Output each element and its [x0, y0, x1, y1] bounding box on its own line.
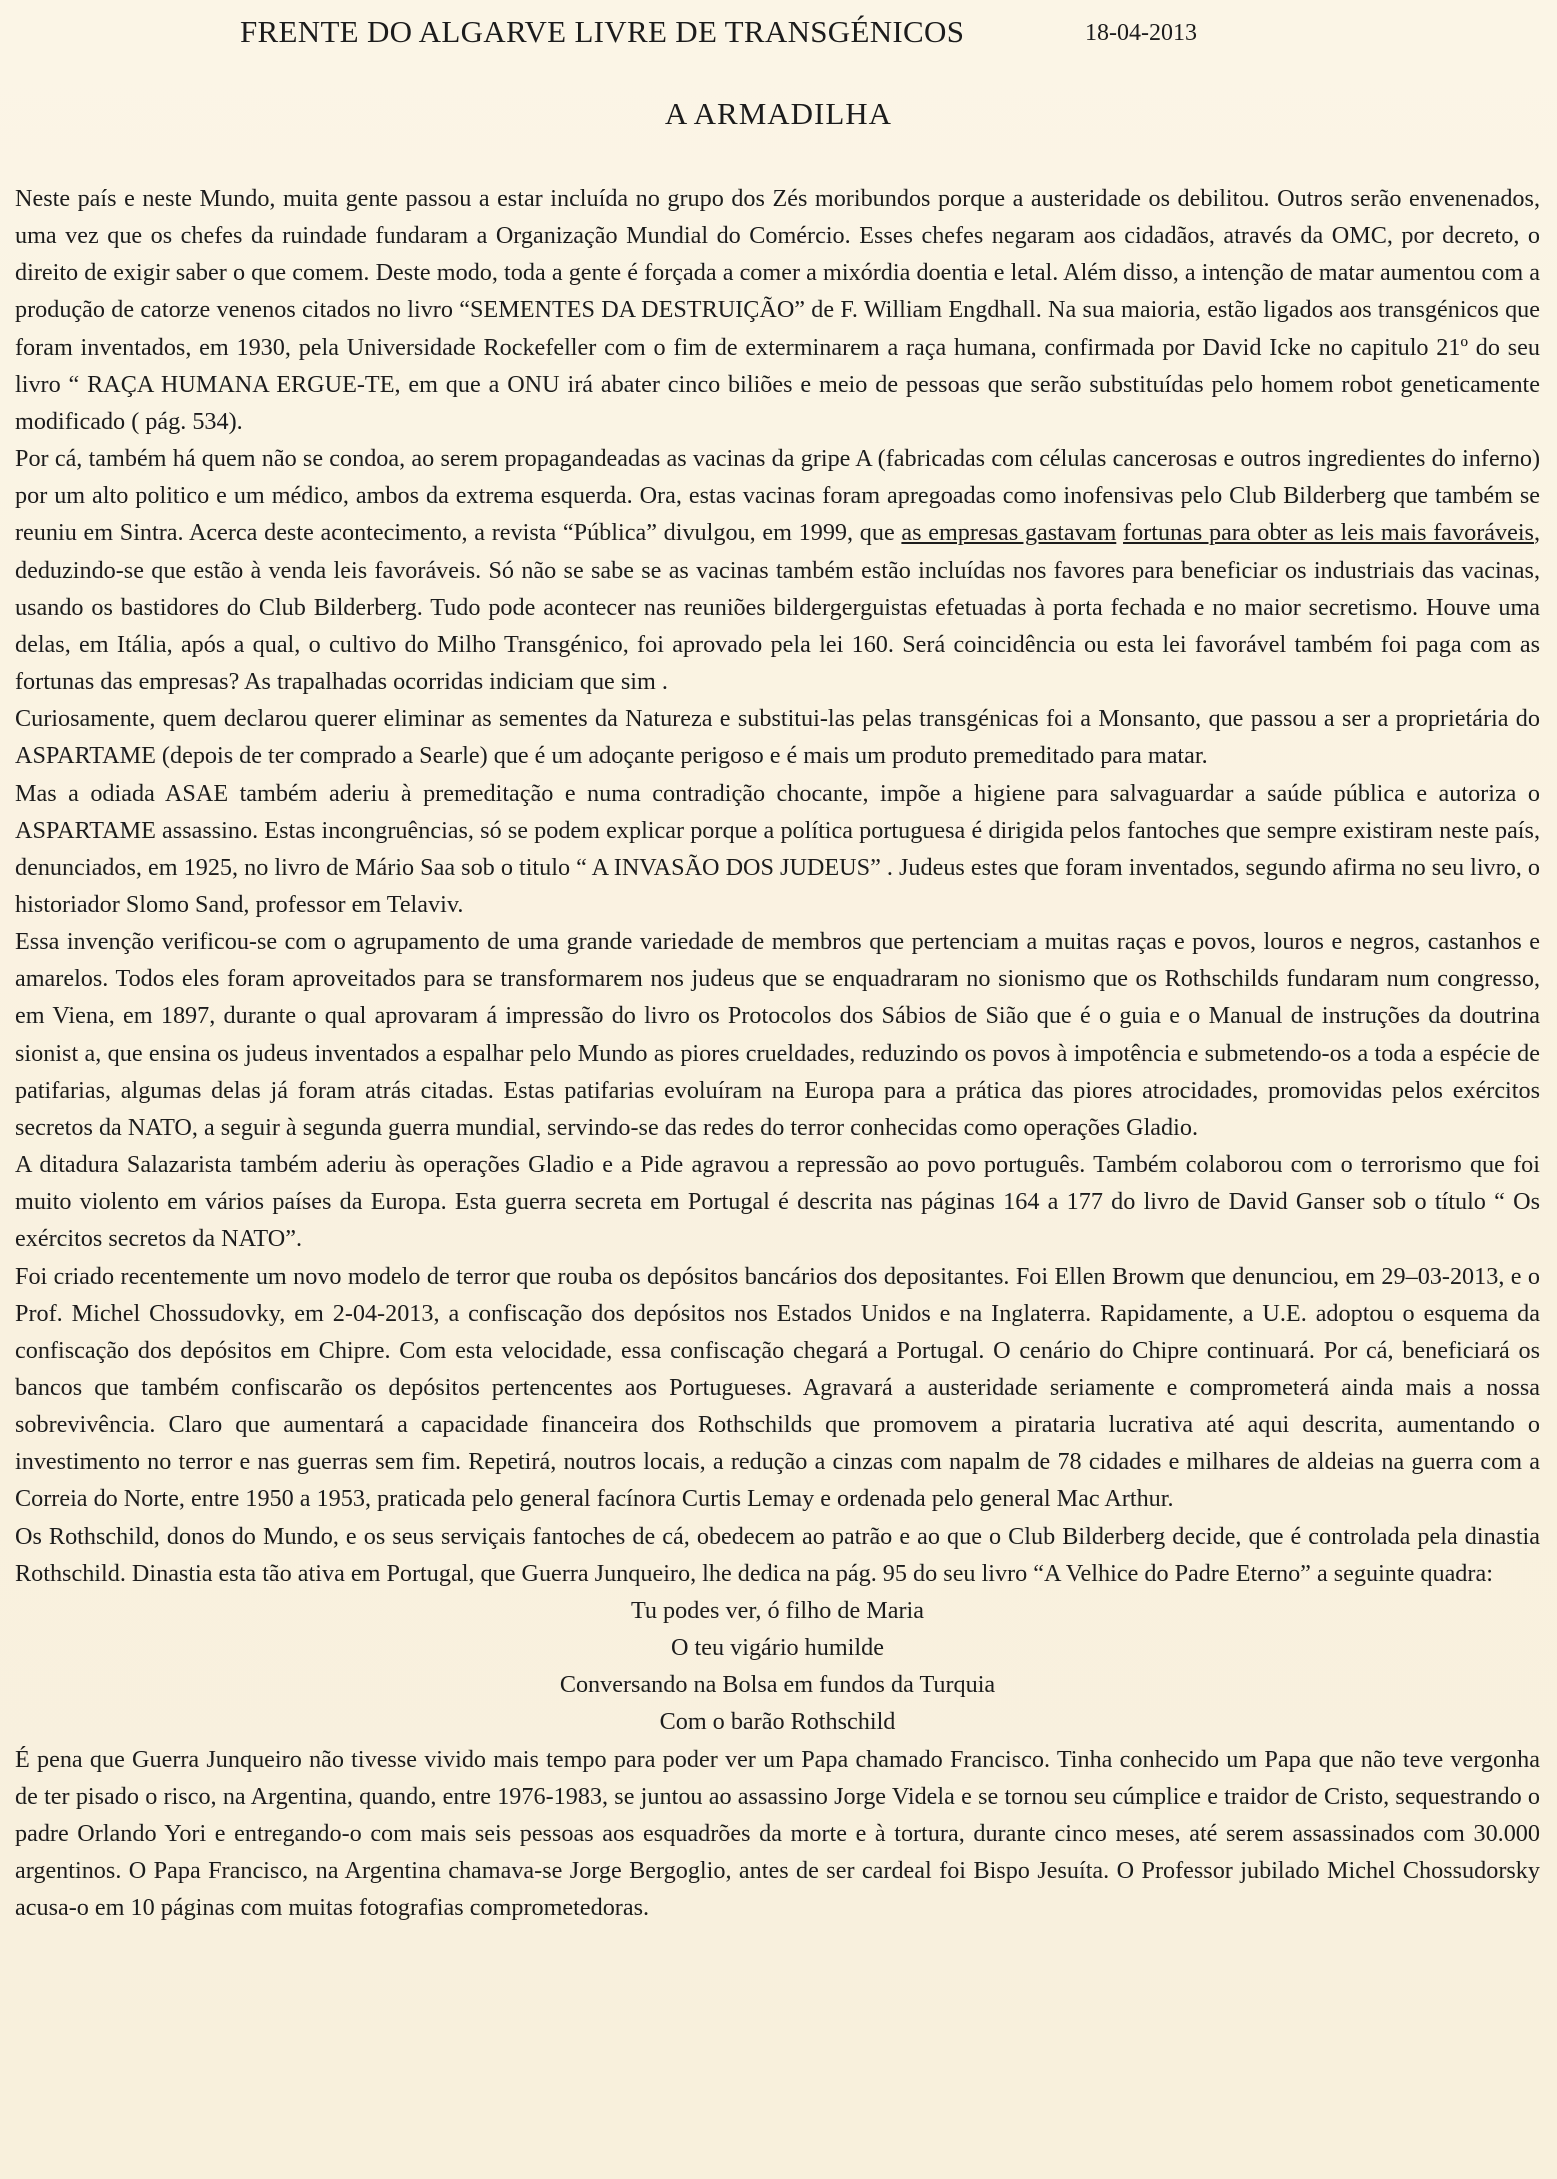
paragraph-2	[15, 440, 1540, 700]
poem-line: Tu podes ver, ó filho de Maria	[630, 1596, 925, 1624]
document-header	[0, 14, 1557, 54]
paragraph-8: Os Rothschild, donos do Mundo, e os seus serviçais fantoches de cá, obedecem ao patrão e ao que o Club Bilderberg decide, que é controlada pela dinastia Rothschild. Dinastia esta tão ativa em Portugal, que Guerra Junqueiro, lhe dedica na pág. 95 do seu livro “A Velhice do Padre Eterno” a seguinte quadra:	[15, 1522, 1540, 1587]
poem-line: Com o barão Rothschild	[659, 1708, 896, 1736]
paragraph-2-text-start: Por cá, também há quem não se condoa, ao serem propagandeadas as vacinas da gripe A (fabricadas com células cancerosas e outros ingredientes do inferno) por um alto politico e um médico, ambos da extrema esquerda. Ora, estas vacinas foram apregoadas como inofensivas pelo Club Bilderberg que também se reuniu em Sintra. Acerca deste acontecimento, a revista “Pública” divulgou, em 1999, que	[15, 445, 1540, 547]
paragraph-2-text-end: , deduzindo-se que estão à venda leis favoráveis. Só não se sabe se as vacinas também estão incluídas nos favores para beneficiar os industriais das vacinas, usando os bastidores do Club Bilderberg. Tudo pode acontecer nas reuniões bildergerguistas efetuadas à porta fechada e no maior secretismo. Houve uma delas, em Itália, após a qual, o cultivo do Milho Transgénico, foi aprovado pela lei 160. Será coincidência ou esta lei favorável também foi paga com as fortunas das empresas? As trapalhadas ocorridas indiciam que sim .	[15, 519, 1541, 696]
document-date: 18-04-2013	[1085, 20, 1197, 46]
underlined-phrase-1: as empresas gastavam	[901, 519, 1117, 547]
paragraph-9: É pena que Guerra Junqueiro não tivesse vivido mais tempo para poder ver um Papa chamado Francisco. Tinha conhecido um Papa que não teve vergonha de ter pisado o risco, na Argentina, quando, entre 1976-1983, se juntou ao assassino Jorge Videla e se tornou seu cúmplice e traidor de Cristo, sequestrando o padre Orlando Yori e entregando-o com mais seis pessoas aos esquadrões da morte e à tortura, durante cinco meses, até serem assassinados com 30.000 argentinos. O Papa Francisco, na Argentina chamava-se Jorge Bergoglio, antes de ser cardeal foi Bispo Jesuíta. O Professor jubilado Michel Chossudorsky acusa-o em 10 páginas com muitas fotografias comprometedoras.	[15, 1745, 1540, 1922]
paragraph-6: A ditadura Salazarista também aderiu às operações Gladio e a Pide agravou a repressão ao povo português. Também colaborou com o terrorismo que foi muito violento em vários países da Europa. Esta guerra secreta em Portugal é descrita nas páginas 164 a 177 do livro de David Ganser sob o título “ Os exércitos secretos da NATO”.	[15, 1151, 1540, 1253]
paragraph-4: Mas a odiada ASAE também aderiu à premeditação e numa contradição chocante, impõe a higiene para salvaguardar a saúde pública e autoriza o ASPARTAME assassino. Estas incongruências, só se podem explicar porque a política portuguesa é dirigida pelos fantoches que sempre existiram neste país, denunciados, em 1925, no livro de Mário Saa sob o titulo “ A INVASÃO DOS JUDEUS” . Judeus estes que foram inventados, segundo afirma no seu livro, o historiador Slomo Sand, professor em Telaviv.	[15, 779, 1540, 918]
paragraph-1: Neste país e neste Mundo, muita gente passou a estar incluída no grupo dos Zés moribundos porque a austeridade os debilitou. Outros serão envenenados, uma vez que os chefes da ruindade fundaram a Organização Mundial do Comércio. Esses chefes negaram aos cidadãos, através da OMC, por decreto, o direito de exigir saber o que comem. Deste modo, toda a gente é forçada a comer a mixórdia doentia e letal. Além disso, a intenção de matar aumentou com a produção de catorze venenos citados no livro “SEMENTES DA DESTRUIÇÃO” de F. William Engdhall. Na sua maioria, estão ligados aos transgénicos que foram inventados, em 1930, pela Universidade Rockefeller com o fim de exterminarem a raça humana, confirmada por David Icke no capitulo 21º do seu livro “ RAÇA HUMANA ERGUE-TE, em que a ONU irá abater cinco biliões e meio de pessoas que serão substituídas pelo homem robot geneticamente modificado ( pág. 534).	[15, 185, 1540, 435]
underlined-phrase-2: fortunas para obter as leis mais favoráveis	[1123, 519, 1534, 547]
document-title: A ARMADILHA	[664, 96, 893, 131]
poem-line: Conversando na Bolsa em fundos da Turquia	[559, 1671, 996, 1699]
paragraph-5: Essa invenção verificou-se com o agrupamento de uma grande variedade de membros que pertenciam a muitas raças e povos, louros e negros, castanhos e amarelos. Todos eles foram aproveitados para se transformarem nos judeus que se enquadraram no sionismo que os Rothschilds fundaram num congresso, em Viena, em 1897, durante o qual aprovaram á impressão do livro os Protocolos dos Sábios de Sião que é o guia e o Manual de instruções da doutrina sionist a, que ensina os judeus inventados a espalhar pelo Mundo as piores crueldades, reduzindo os povos à impotência e submetendo-os a toda a espécie de patifarias, algumas delas já foram atrás citadas. Estas patifarias evoluíram na Europa para a prática das piores atrocidades, promovidas pelos exércitos secretos da NATO, a seguir à segunda guerra mundial, servindo-se das redes do terror conhecidas como operações Gladio.	[15, 928, 1540, 1141]
organization-name: FRENTE DO ALGARVE LIVRE DE TRANSGÉNICOS	[240, 14, 965, 49]
paragraph-7: Foi criado recentemente um novo modelo de terror que rouba os depósitos bancários dos depositantes. Foi Ellen Browm que denunciou, em 29–03-2013, e o Prof. Michel Chossudovky, em 2-04-2013, a confiscação dos depósitos nos Estados Unidos e na Inglaterra. Rapidamente, a U.E. adoptou o esquema da confiscação dos depósitos em Chipre. Com esta velocidade, essa confiscação chegará a Portugal. O cenário do Chipre continuará. Por cá, beneficiará os bancos que também confiscarão os depósitos pertencentes aos Portugueses. Agravará a austeridade seriamente e comprometerá ainda mais a nossa sobrevivência. Claro que aumentará a capacidade financeira dos Rothschilds que promovem a pirataria lucrativa até aqui descrita, aumentando o investimento no terror e nas guerras sem fim. Repetirá, noutros locais, a redução a cinzas com napalm de 78 cidades e milhares de aldeias na guerra com a Correia do Norte, entre 1950 a 1953, praticada pelo general facínora Curtis Lemay e ordenada pelo general Mac Arthur.	[15, 1262, 1540, 1513]
paragraph-2-text-mid	[1116, 519, 1123, 546]
poem-line: O teu vigário humilde	[671, 1634, 884, 1662]
paragraph-3: Curiosamente, quem declarou querer eliminar as sementes da Natureza e substitui-las pelas transgénicas foi a Monsanto, que passou a ser a proprietária do ASPARTAME (depois de ter comprado a Searle) que é um adoçante perigoso e é mais um produto premeditado para matar.	[15, 705, 1540, 770]
poem-quatrain	[15, 1592, 1540, 1741]
document-body	[15, 180, 1540, 1926]
